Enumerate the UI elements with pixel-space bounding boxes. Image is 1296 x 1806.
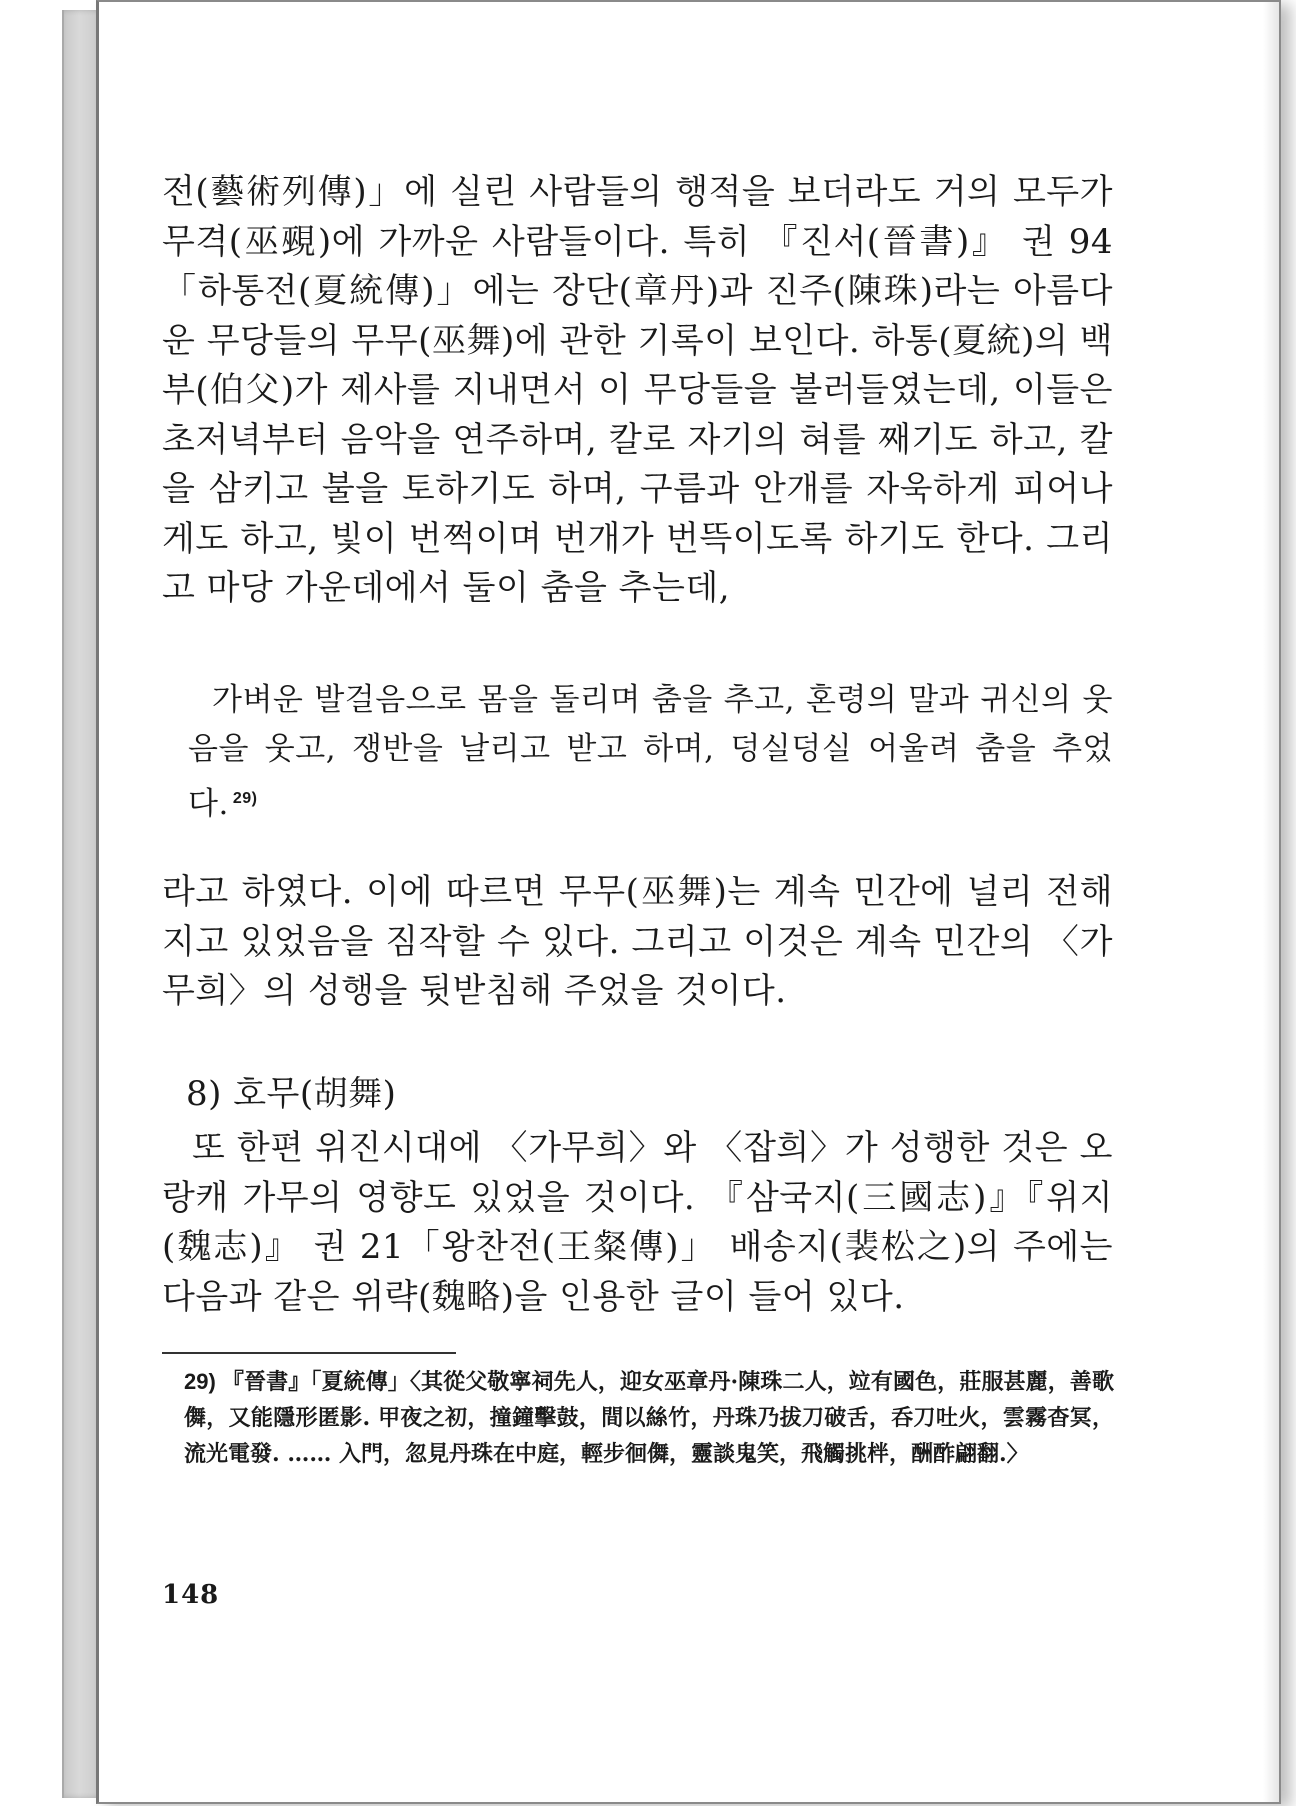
footnote-text: 『晉書』「夏統傳」〈其從父敬寧祠先人，迎女巫章丹·陳珠二人，竝有國色，莊服甚麗，善歌儛，又能隱形匿影. 甲夜之初，撞鐘擊鼓，間以絲竹，丹珠乃拔刀破舌，呑刀吐火，雲霧杳冥，流光電發. …… 入門，忽見丹珠在中庭，輕步徊儛，靈談鬼笑，飛觸挑柈，酬酢翩翻.〉 <box>184 1369 1114 1467</box>
paragraph-1: 전(藝術列傳)」에 실린 사람들의 행적을 보더라도 거의 모두가 무격(巫覡)에 가까운 사람들이다. 특히 『진서(晉書)』 권 94「하통전(夏統傳)」에는 장단(章丹)과 진주(陳珠)라는 아름다운 무당들의 무무(巫舞)에 관한 기록이 보인다. 하통(夏統)의 백부(伯父)가 제사를 지내면서 이 무당들을 불러들였는데, 이들은 초저녁부터 음악을 연주하며, 칼로 자기의 혀를 째기도 하고, 칼을 삼키고 불을 토하기도 하며, 구름과 안개를 자욱하게 피어나게도 하고, 빛이 번쩍이며 번개가 번뜩이도록 하기도 한다. 그리고 마당 가운데에서 둘이 춤을 추는데, <box>162 172 1113 608</box>
footnote-number: 29) <box>184 1369 216 1394</box>
footnote-divider <box>162 1352 456 1354</box>
paragraph-3: 또 한편 위진시대에 〈가무희〉와 〈잡희〉가 성행한 것은 오랑캐 가무의 영향도 있었을 것이다. 『삼국지(三國志)』『위지(魏志)』 권 21「왕찬전(王粲傳)」 배송지(裴松之)의 주에는 다음과 같은 위략(魏略)을 인용한 글이 들어 있다. <box>162 1128 1113 1317</box>
paragraph-2: 라고 하였다. 이에 따르면 무무(巫舞)는 계속 민간에 널리 전해지고 있었음을 짐작할 수 있다. 그리고 이것은 계속 민간의 〈가무희〉의 성행을 뒷받침해 주었을 것이다. <box>162 872 1113 1011</box>
quote-text: 가벼운 발걸음으로 몸을 돌리며 춤을 추고, 혼령의 말과 귀신의 웃음을 웃고, 쟁반을 날리고 받고 하며, 덩실덩실 어울려 춤을 추었다. <box>188 682 1113 823</box>
page-number: 148 <box>162 1580 220 1610</box>
block-quote <box>188 676 1113 829</box>
page-edge-shadow <box>1263 2 1279 1802</box>
footnote <box>184 1364 1114 1472</box>
section-heading: 8) 호무(胡舞) <box>186 1074 397 1114</box>
footnote-reference: 29) <box>232 790 258 807</box>
